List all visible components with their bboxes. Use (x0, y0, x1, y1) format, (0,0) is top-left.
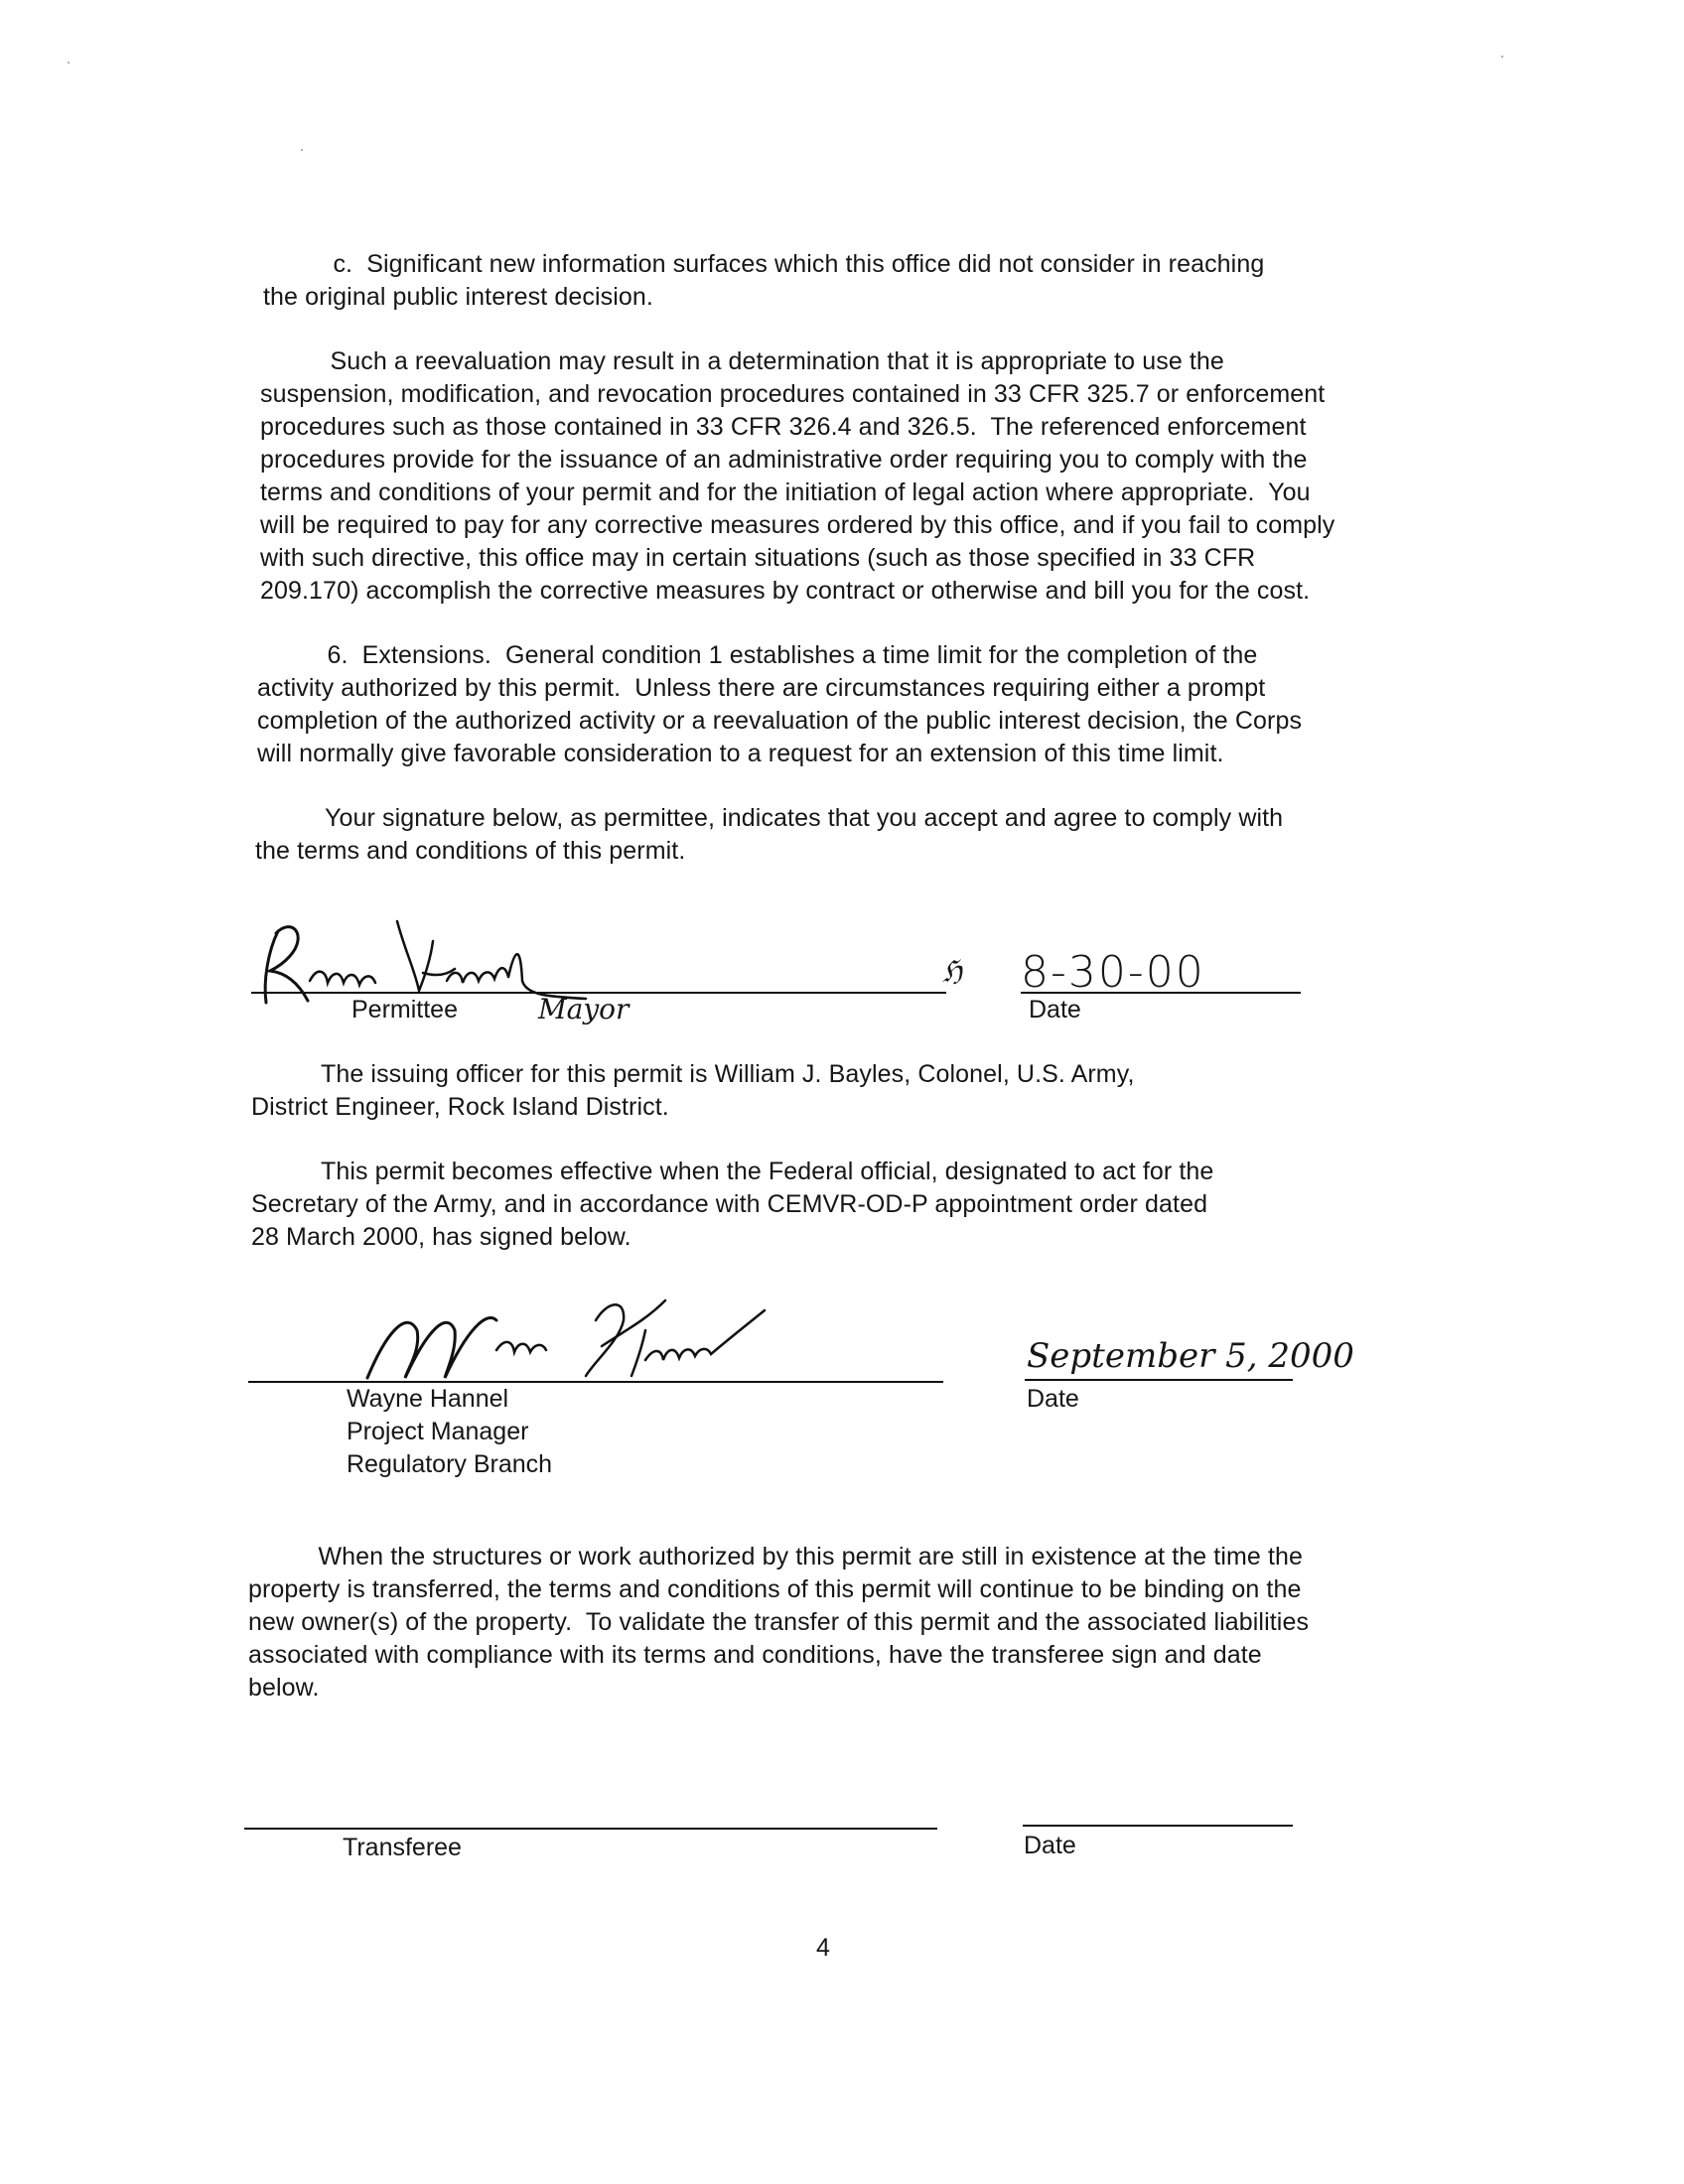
scan-speck (301, 149, 303, 151)
text-line: the original public interest decision. (263, 283, 653, 311)
text-line: Secretary of the Army, and in accordance with CEMVR-OD-P appointment order dated (251, 1190, 1208, 1218)
text-line: suspension, modification, and revocation procedures contained in 33 CFR 325.7 or enforcement (260, 380, 1326, 408)
text-line: Such a reevaluation may result in a determination that it is appropriate to use the (260, 347, 1224, 375)
text-line: procedures provide for the issuance of an administrative order requiring you to comply with the (260, 446, 1308, 474)
official-date-line (1025, 1379, 1293, 1381)
official-name: Wayne Hannel (347, 1385, 509, 1413)
transferee-date-label: Date (1024, 1832, 1076, 1859)
text-line: will normally give favorable consideration to a request for an extension of this time limit. (257, 740, 1224, 767)
transferee-signature-line[interactable] (244, 1828, 937, 1830)
paragraph-reevaluation (260, 345, 1334, 608)
text-line: terms and conditions of your permit and for the initiation of legal action where appropriate. You (260, 478, 1311, 506)
scan-speck (68, 62, 70, 64)
paragraph-extensions (257, 639, 1302, 770)
text-line: below. (248, 1674, 320, 1702)
text-line: c. Significant new information surfaces which this office did not consider in reaching (263, 250, 1265, 278)
page-number: 4 (816, 1934, 830, 1962)
permittee-date-handwritten: 8-30-00 (1021, 947, 1205, 998)
paragraph-transfer (248, 1541, 1309, 1705)
text-line: new owner(s) of the property. To validate the transfer of this permit and the associated liabilities (248, 1608, 1310, 1636)
official-date-handwritten: September 5, 2000 (1027, 1336, 1354, 1376)
text-line: will be required to pay for any corrective measures ordered by this office, and if you fail to comply (260, 511, 1335, 539)
text-line: completion of the authorized activity or a reevaluation of the public interest decision, the Corps (257, 707, 1303, 735)
official-signature (348, 1291, 814, 1395)
paragraph-signature-note (255, 802, 1283, 868)
text-line: associated with compliance with its terms and conditions, have the transferee sign and date (248, 1641, 1262, 1669)
text-line: activity authorized by this permit. Unless there are circumstances requiring either a prompt (257, 674, 1266, 702)
official-signature-line (248, 1381, 943, 1383)
scan-speck (1501, 56, 1503, 58)
permittee-initials: ℌ (938, 953, 965, 990)
transferee-date-line[interactable] (1023, 1825, 1293, 1827)
paragraph-item-c (263, 248, 1264, 314)
permittee-label: Permittee (351, 996, 458, 1024)
transferee-label: Transferee (343, 1834, 462, 1861)
official-date-label: Date (1027, 1385, 1079, 1413)
text-line: 28 March 2000, has signed below. (251, 1223, 632, 1251)
permittee-title-handwritten: Mayor (538, 993, 630, 1025)
text-line: This permit becomes effective when the Federal official, designated to act for the (251, 1158, 1214, 1185)
paragraph-issuing-officer (251, 1058, 1135, 1124)
paragraph-effective (251, 1156, 1213, 1254)
text-line: procedures such as those contained in 33 CFR 326.4 and 326.5. The referenced enforcement (260, 413, 1307, 441)
permittee-date-label: Date (1029, 996, 1081, 1024)
text-line: Your signature below, as permittee, indicates that you accept and agree to comply with (255, 804, 1284, 832)
official-branch: Regulatory Branch (347, 1450, 553, 1478)
text-line: the terms and conditions of this permit. (255, 837, 686, 865)
official-title: Project Manager (347, 1418, 529, 1445)
text-line: with such directive, this office may in certain situations (such as those specified in 33 CFR (260, 544, 1256, 572)
text-line: property is transferred, the terms and conditions of this permit will continue to be binding on the (248, 1575, 1302, 1603)
text-line: District Engineer, Rock Island District. (251, 1093, 669, 1121)
text-line: The issuing officer for this permit is William J. Bayles, Colonel, U.S. Army, (251, 1060, 1135, 1088)
text-line: 6. Extensions. General condition 1 establishes a time limit for the completion of the (257, 641, 1258, 669)
text-line: 209.170) accomplish the corrective measures by contract or otherwise and bill you for the cost. (260, 577, 1311, 605)
text-line: When the structures or work authorized by this permit are still in existence at the time the (248, 1543, 1304, 1570)
